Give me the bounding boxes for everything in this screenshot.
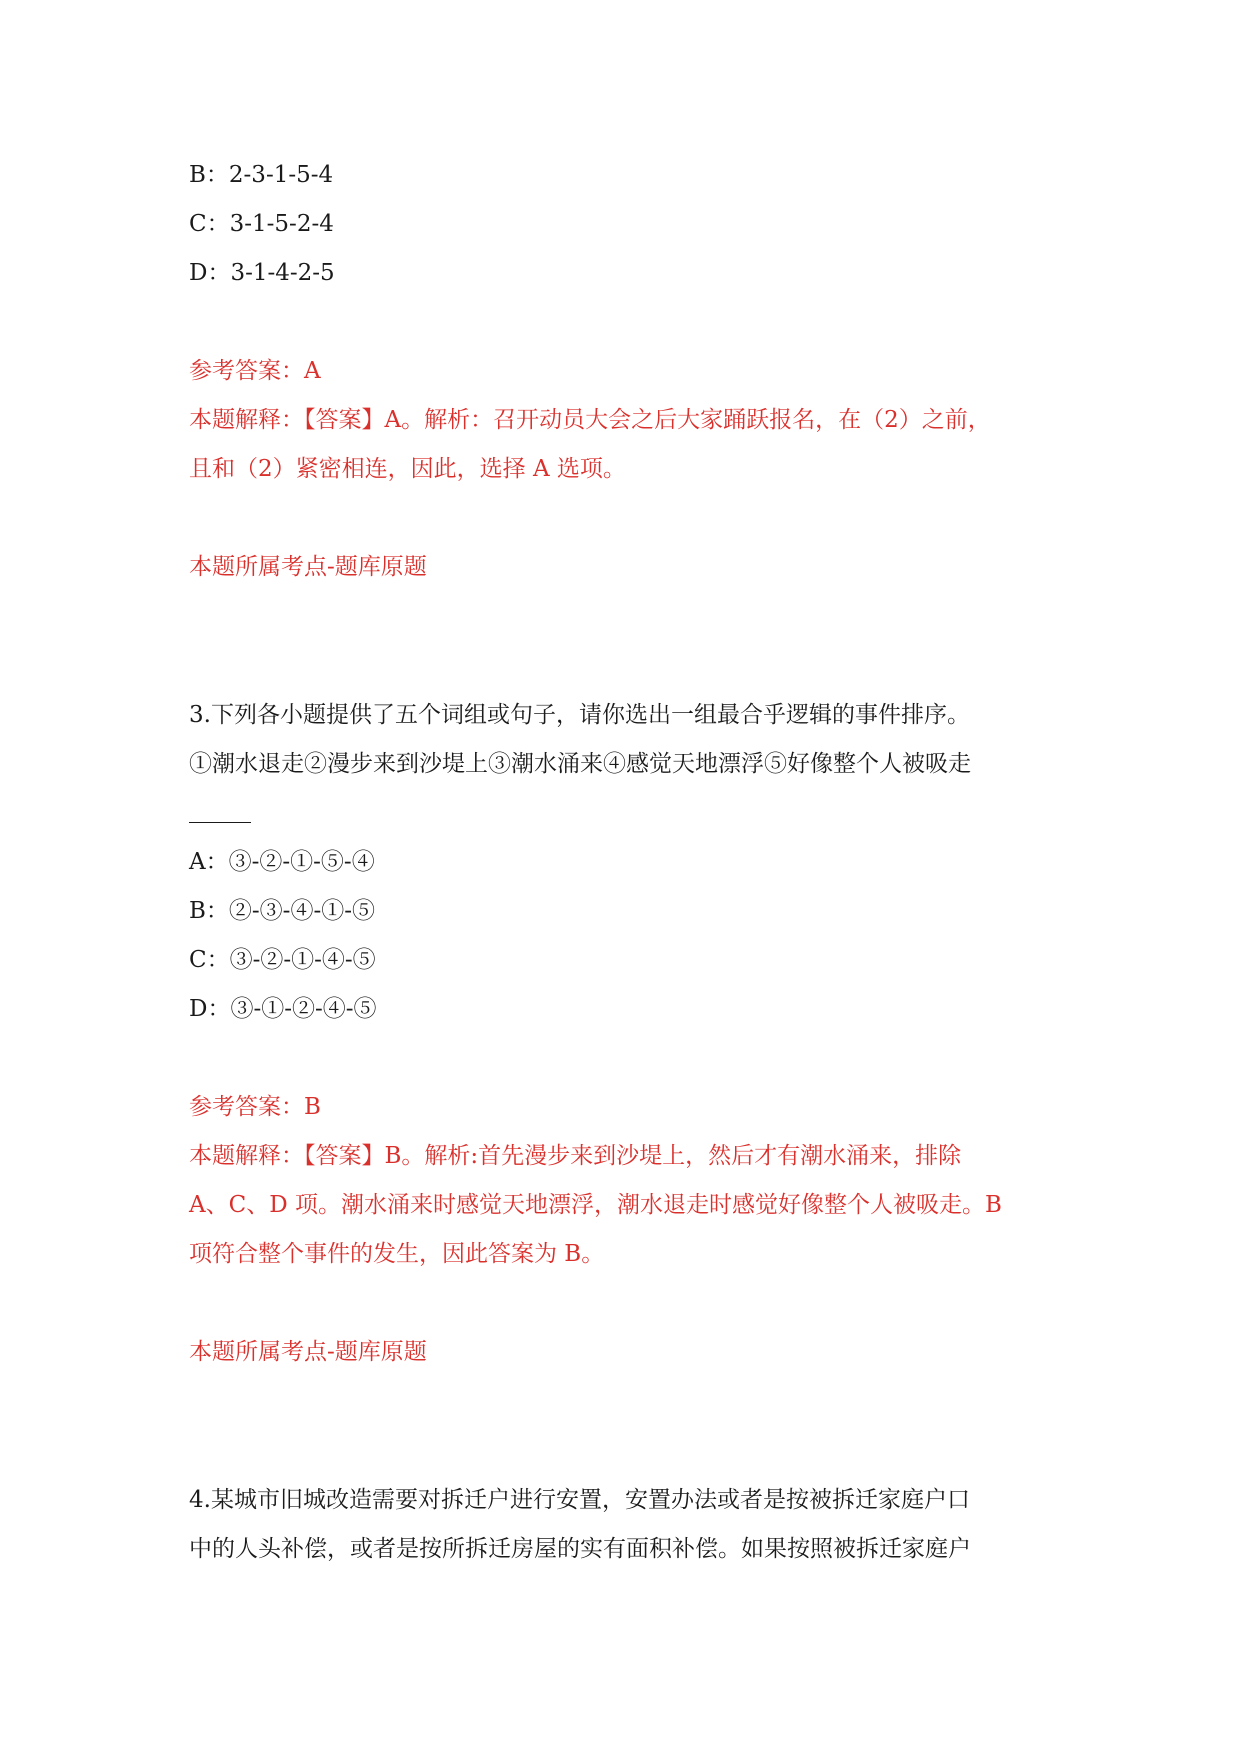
explanation-line: 且和（2）紧密相连，因此，选择 A 选项。	[189, 456, 626, 482]
exam-point: 本题所属考点-题库原题	[189, 554, 427, 580]
option-c: C：3-1-5-2-4	[189, 211, 334, 237]
reference-answer: 参考答案：A	[189, 358, 321, 384]
reference-answer: 参考答案：B	[189, 1094, 321, 1120]
question-stem: ①潮水退走②漫步来到沙堤上③潮水涌来④感觉天地漂浮⑤好像整个人被吸走	[189, 751, 971, 777]
explanation-line: 项符合整个事件的发生，因此答案为 B。	[189, 1241, 605, 1267]
question-stem: 中的人头补偿，或者是按所拆迁房屋的实有面积补偿。如果按照被拆迁家庭户	[189, 1536, 971, 1562]
explanation-line: 本题解释：【答案】A。解析：召开动员大会之后大家踊跃报名，在（2）之前，	[189, 407, 991, 433]
option-b: B：②-③-④-①-⑤	[189, 898, 375, 924]
option-d: D：3-1-4-2-5	[189, 260, 335, 286]
exam-point: 本题所属考点-题库原题	[189, 1339, 427, 1365]
explanation-line: 本题解释：【答案】B。解析:首先漫步来到沙堤上，然后才有潮水涌来，排除	[189, 1143, 962, 1169]
explanation-line: A、C、D 项。潮水涌来时感觉天地漂浮，潮水退走时感觉好像整个人被吸走。B	[189, 1192, 1002, 1218]
question-stem: 3.下列各小题提供了五个词组或句子，请你选出一组最合乎逻辑的事件排序。	[189, 702, 970, 728]
question-stem: 4.某城市旧城改造需要对拆迁户进行安置，安置办法或者是按被拆迁家庭户口	[189, 1487, 970, 1513]
option-c: C：③-②-①-④-⑤	[189, 947, 376, 973]
answer-blank	[189, 822, 251, 823]
option-a: A：③-②-①-⑤-④	[189, 849, 375, 875]
option-b: B：2-3-1-5-4	[189, 162, 334, 188]
option-d: D：③-①-②-④-⑤	[189, 996, 377, 1022]
